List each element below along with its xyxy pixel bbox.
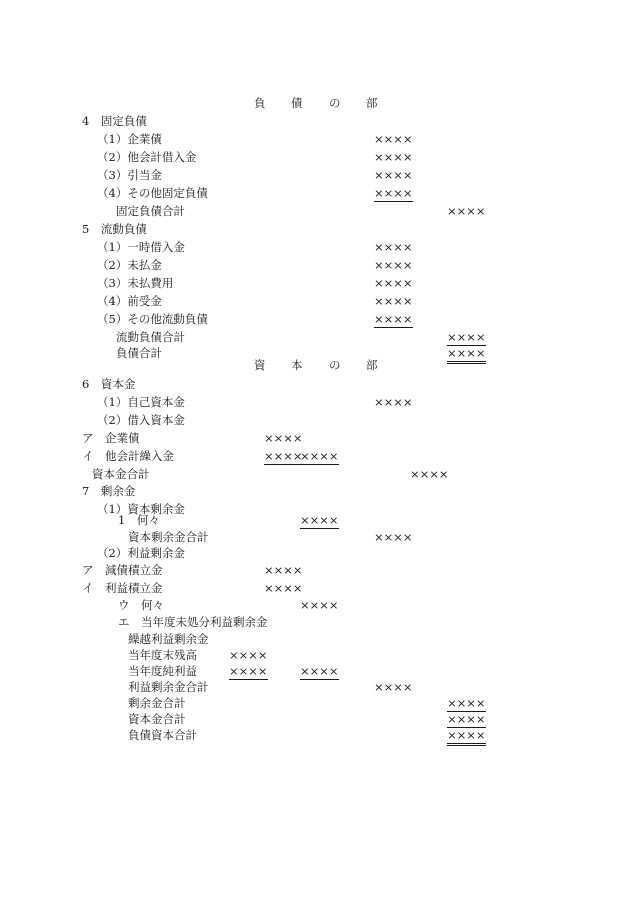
line-label: （2）他会計借入金 <box>97 150 197 164</box>
line-label: （3）引当金 <box>97 168 162 182</box>
heading-char: 部 <box>366 96 378 110</box>
line-amount: ×××× <box>229 648 268 662</box>
line-label: （2）未払金 <box>97 258 162 272</box>
line-amount: ×××× <box>447 712 486 726</box>
line-label: 1 何々 <box>118 513 160 527</box>
line-label: 資本剰余金合計 <box>128 530 209 544</box>
line-amount: ×××× <box>264 581 303 595</box>
line-amount: ×××× <box>447 204 486 218</box>
line-label: （3）未払費用 <box>97 276 174 290</box>
line-amount: ×××× <box>374 530 413 544</box>
line-amount: ×××× <box>447 728 486 742</box>
line-label: 負債資本合計 <box>128 728 197 742</box>
line-amount: ×××× <box>410 467 449 481</box>
line-label: 固定負債合計 <box>116 204 185 218</box>
line-label: 剰余金合計 <box>128 696 186 710</box>
line-label: （5）その他流動負債 <box>97 312 208 326</box>
line-label: 利益剰余金合計 <box>128 680 209 694</box>
line-amount: ×××× <box>374 186 413 200</box>
heading-char: の <box>329 358 341 372</box>
line-label: 当年度純利益 <box>128 664 197 678</box>
line-amount: ×××× <box>374 240 413 254</box>
line-label: （1）一時借入金 <box>97 240 185 254</box>
line-label: （1）企業債 <box>97 132 162 146</box>
heading-char: 本 <box>291 358 303 372</box>
heading-char: 債 <box>291 96 303 110</box>
line-label: （4）前受金 <box>97 294 162 308</box>
line-label: ア 減債積立金 <box>82 563 163 577</box>
heading-char: の <box>329 96 341 110</box>
line-label: ア 企業債 <box>82 431 140 445</box>
line-label: 当年度末残高 <box>128 648 197 662</box>
line-amount: ×××× <box>374 258 413 272</box>
line-amount: ×××× <box>374 680 413 694</box>
line-amount: ×××× <box>300 513 339 527</box>
line-label: （4）その他固定負債 <box>97 186 208 200</box>
line-amount: ×××× <box>374 150 413 164</box>
line-label: 6 資本金 <box>82 377 136 391</box>
line-amount: ×××× <box>447 696 486 710</box>
line-amount: ×××× <box>374 168 413 182</box>
line-label: イ 利益積立金 <box>82 581 163 595</box>
line-amount: ×××× <box>300 598 339 612</box>
line-label: （1）自己資本金 <box>97 395 185 409</box>
line-amount: ×××× <box>374 276 413 290</box>
line-label: ウ 何々 <box>118 598 164 612</box>
line-label: 資本金合計 <box>92 467 150 481</box>
line-label: （2）借入資本金 <box>97 413 185 427</box>
heading-char: 負 <box>254 96 266 110</box>
line-amount: ×××× <box>374 395 413 409</box>
line-label: 4 固定負債 <box>82 114 147 128</box>
line-amount: ×××× <box>300 664 339 678</box>
line-amount: ×××× <box>374 294 413 308</box>
line-label: 5 流動負債 <box>82 222 147 236</box>
line-label: 資本金合計 <box>128 712 186 726</box>
line-label: エ 当年度未処分利益剰余金 <box>118 615 268 629</box>
line-amount: ×××× <box>300 449 339 463</box>
line-amount: ×××× <box>264 563 303 577</box>
line-label: （1）資本剰余金 <box>97 502 185 516</box>
heading-char: 資 <box>254 358 266 372</box>
line-label: （2）利益剰余金 <box>97 546 185 560</box>
line-amount: ×××× <box>374 132 413 146</box>
line-label: 繰越利益剰余金 <box>128 632 209 646</box>
line-amount: ×××× <box>447 346 486 360</box>
heading-char: 部 <box>366 358 378 372</box>
line-label: 7 剰余金 <box>82 484 136 498</box>
line-amount: ×××× <box>447 330 486 344</box>
line-amount: ×××× <box>229 664 268 678</box>
line-amount: ×××× <box>264 431 303 445</box>
line-label: 負債合計 <box>116 346 162 360</box>
line-label: イ 他会計繰入金 <box>82 449 174 463</box>
line-amount: ×××× <box>264 449 303 463</box>
line-label: 流動負債合計 <box>116 330 185 344</box>
line-amount: ×××× <box>374 312 413 326</box>
